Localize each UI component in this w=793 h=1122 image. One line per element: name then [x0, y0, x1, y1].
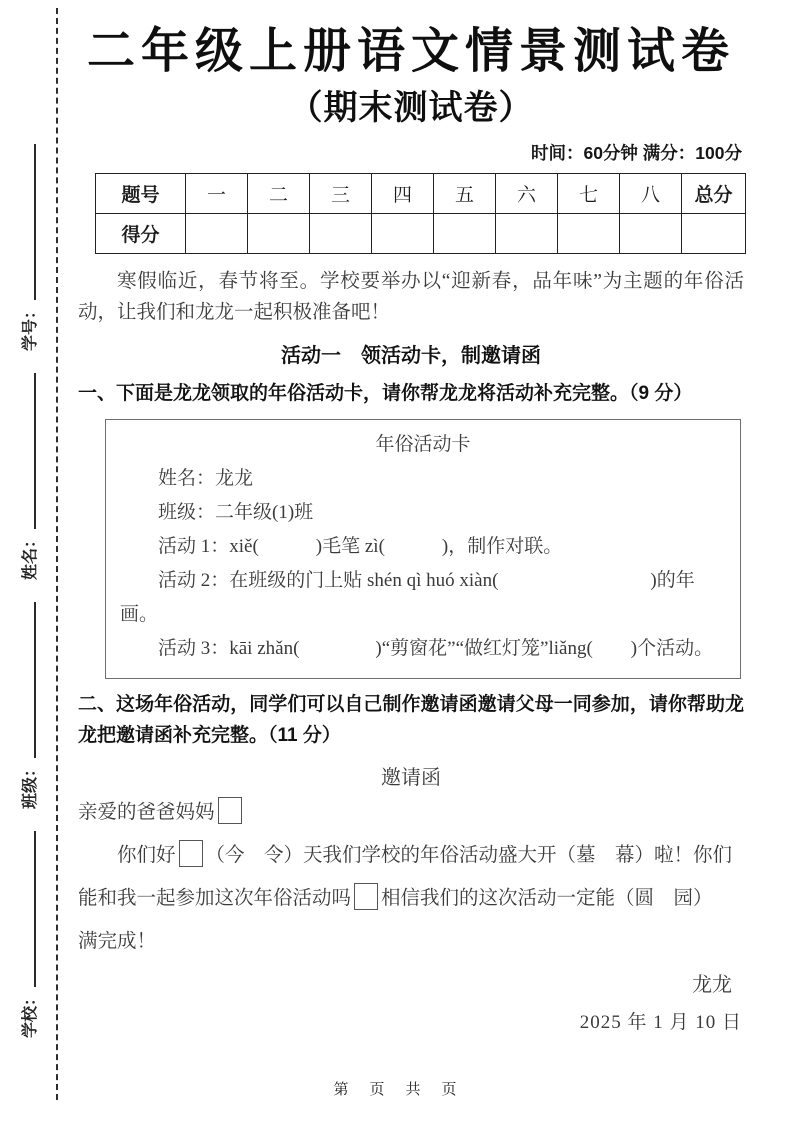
- seal-blank-school: [21, 831, 36, 987]
- invitation-signature: 龙龙: [692, 974, 732, 996]
- invitation-body-line-3: 满完成！: [78, 931, 157, 952]
- invitation-body-2-post: 相信我们的这次活动一定能（圆 园）: [381, 888, 713, 909]
- seal-blank-student-number: [21, 144, 36, 300]
- activity-card-activity-3: 活动 3：kāi zhǎn( )“剪窗花”“做红灯笼”liǎng( )个活动。: [158, 638, 714, 659]
- question-1-stem: 一、下面是龙龙领取的年俗活动卡，请你帮龙龙将活动补充完整。（9 分）: [78, 383, 693, 404]
- score-cell-empty: [682, 214, 746, 254]
- invitation-body-1-post: （今 令）天我们学校的年俗活动盛大开（墓 幕）啦！你们: [205, 845, 733, 866]
- score-header-cell: 二: [248, 174, 310, 214]
- score-header-cell: 七: [558, 174, 620, 214]
- page-subtitle: （期末测试卷）: [288, 89, 534, 127]
- invitation-body-2-pre: 能和我一起参加这次年俗活动吗: [78, 888, 352, 909]
- score-header-cell: 题号: [96, 174, 186, 214]
- seal-field-class: [17, 602, 40, 809]
- score-header-cell: 五: [434, 174, 496, 214]
- score-cell-empty: [186, 214, 248, 254]
- invitation-body-1-pre: 你们好: [117, 845, 176, 866]
- activity-card-box: [105, 419, 741, 679]
- score-cell-empty: [248, 214, 310, 254]
- activity-card-activity-2: 活动 2：在班级的门上贴 shén qì huó xiàn( )的年画。: [120, 570, 695, 625]
- seal-label-class: 班级：: [21, 760, 39, 809]
- score-header-cell: 八: [620, 174, 682, 214]
- score-header-cell: 六: [496, 174, 558, 214]
- score-header-cell: 一: [186, 174, 248, 214]
- seal-blank-class: [21, 602, 36, 758]
- main-content: [78, 22, 744, 1034]
- seal-margin: [0, 0, 56, 1090]
- activity-card-title: 年俗活动卡: [375, 434, 471, 455]
- score-cell-empty: [620, 214, 682, 254]
- seal-dashed-line: [56, 8, 58, 1100]
- seal-label-school: 学校：: [21, 989, 39, 1038]
- seal-field-name: [17, 373, 40, 580]
- score-cell-empty: [372, 214, 434, 254]
- seal-label-student-number: 学号：: [21, 302, 39, 351]
- invitation-body-line-2: [78, 878, 744, 919]
- page-title: 二年级上册语文情景测试卷: [86, 25, 735, 78]
- score-header-cell: 四: [372, 174, 434, 214]
- activity-card-class-line: 班级：二年级(1)班: [158, 502, 314, 523]
- score-table-score-row: [96, 214, 746, 254]
- score-cell-empty: [558, 214, 620, 254]
- invitation-salutation-text: 亲爱的爸爸妈妈: [78, 802, 215, 823]
- page-footer: 第 页 共 页: [333, 1081, 460, 1098]
- intro-paragraph: 寒假临近，春节将至。学校要举办以“迎新春，品年味”为主题的年俗活动，让我们和龙龙一起积极准备吧！: [78, 271, 744, 323]
- score-row-label: 得分: [96, 214, 186, 254]
- invitation-body-line-1: [78, 835, 744, 876]
- punctuation-answer-box: [218, 797, 242, 824]
- score-cell-empty: [496, 214, 558, 254]
- punctuation-answer-box: [179, 840, 203, 867]
- activity-one-heading: 活动一 领活动卡，制邀请函: [281, 345, 541, 367]
- seal-label-name: 姓名：: [21, 531, 39, 580]
- seal-field-school: [17, 831, 40, 1038]
- activity-card-name-line: 姓名：龙龙: [158, 468, 254, 489]
- score-cell-empty: [310, 214, 372, 254]
- score-table: [95, 173, 746, 254]
- invitation-title: 邀请函: [381, 767, 441, 789]
- score-cell-empty: [434, 214, 496, 254]
- seal-field-student-number: [17, 144, 40, 351]
- score-table-header-row: [96, 174, 746, 214]
- seal-blank-name: [21, 373, 36, 529]
- activity-card-activity-1: 活动 1：xiě( )毛笔 zì( )，制作对联。: [158, 536, 563, 557]
- time-score-info: 时间：60分钟 满分：100分: [530, 143, 742, 163]
- score-header-cell: 三: [310, 174, 372, 214]
- score-header-cell: 总分: [682, 174, 746, 214]
- punctuation-answer-box: [354, 883, 378, 910]
- invitation-date: 2025 年 1 月 10 日: [579, 1012, 742, 1033]
- question-2-stem: 二、这场年俗活动，同学们可以自己制作邀请函邀请父母一同参加，请你帮助龙龙把邀请函补充完整。（11 分）: [78, 694, 744, 746]
- invitation-salutation-line: [78, 792, 744, 833]
